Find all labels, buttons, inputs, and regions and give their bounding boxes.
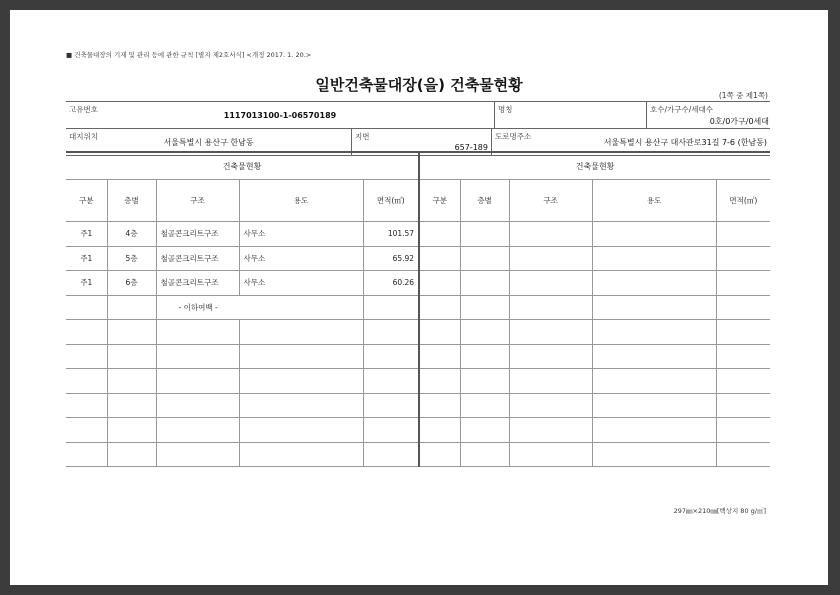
header-row-1 xyxy=(66,101,770,129)
cell-area: 60.26 xyxy=(363,271,419,296)
table-row xyxy=(66,442,770,467)
col-header-floor: 층별 xyxy=(107,180,156,222)
table-row xyxy=(66,369,770,394)
section-header-row xyxy=(66,152,770,180)
table-row xyxy=(66,344,770,369)
units-value: 0호/0가구/0세대 xyxy=(709,117,769,126)
cell-floor: 4층 xyxy=(107,222,156,247)
col-header-floor: 층별 xyxy=(460,180,509,222)
col-header-area: 면적(㎡) xyxy=(363,180,419,222)
cell-area: 101.57 xyxy=(363,222,419,247)
cell-type: 주1 xyxy=(66,246,107,271)
paper-spec-footer: 297㎜×210㎜[백상지 80 g/㎡] xyxy=(673,507,766,515)
document-title: 일반건축물대장(을) 건축물현황 xyxy=(315,76,523,94)
left-section-title: 건축물현황 xyxy=(66,152,419,180)
units-label: 호수/가구수/세대수 xyxy=(650,105,714,114)
cell-use: 사무소 xyxy=(239,246,363,271)
legal-reference: ■ 건축물대장의 기재 및 관리 등에 관한 규칙 [별지 제2호서식] <개정 2017. 1. 20.> xyxy=(66,51,312,59)
unique-no-cell xyxy=(66,102,494,129)
cell-type: 주1 xyxy=(66,271,107,296)
cell-structure: 철골콘크리트구조 xyxy=(156,246,239,271)
site-label: 대지위치 xyxy=(69,132,98,141)
table-row xyxy=(66,295,770,320)
table-row xyxy=(66,222,770,247)
cell-floor: 5층 xyxy=(107,246,156,271)
name-cell xyxy=(494,102,647,129)
col-header-area: 면적(㎡) xyxy=(716,180,770,222)
col-header-use: 용도 xyxy=(239,180,363,222)
building-status-table xyxy=(66,151,770,467)
cell-area: 65.92 xyxy=(363,246,419,271)
document-page xyxy=(10,10,828,585)
cell-use: 사무소 xyxy=(239,271,363,296)
cell-structure: 철골콘크리트구조 xyxy=(156,222,239,247)
units-cell xyxy=(646,102,771,129)
unique-no-value: 1117013100-1-06570189 xyxy=(223,111,337,120)
table-row xyxy=(66,393,770,418)
table-row xyxy=(66,271,770,296)
page-number: (1쪽 중 제1쪽) xyxy=(718,91,768,100)
cell-structure: 철골콘크리트구조 xyxy=(156,271,239,296)
unique-no-label: 고유번호 xyxy=(69,105,98,114)
table-row xyxy=(66,320,770,345)
cell-use: 사무소 xyxy=(239,222,363,247)
end-of-entries-note: - 이하여백 - xyxy=(156,295,363,320)
table-row xyxy=(66,418,770,443)
col-header-type: 구분 xyxy=(419,180,460,222)
cell-floor: 6층 xyxy=(107,271,156,296)
lot-label: 지번 xyxy=(355,132,370,141)
road-address-label: 도로명주소 xyxy=(495,132,532,141)
site-value: 서울특별시 용산구 한남동 xyxy=(163,138,254,147)
col-header-type: 구분 xyxy=(66,180,107,222)
table-row xyxy=(66,246,770,271)
col-header-use: 용도 xyxy=(592,180,716,222)
right-section-title: 건축물현황 xyxy=(419,152,770,180)
column-header-row xyxy=(66,180,770,222)
col-header-structure: 구조 xyxy=(509,180,592,222)
road-address-value: 서울특별시 용산구 대사관로31길 7-6 (한남동) xyxy=(603,138,767,147)
cell-type: 주1 xyxy=(66,222,107,247)
col-header-structure: 구조 xyxy=(156,180,239,222)
lot-value: 657-189 xyxy=(454,143,488,152)
name-label: 명칭 xyxy=(498,105,513,114)
